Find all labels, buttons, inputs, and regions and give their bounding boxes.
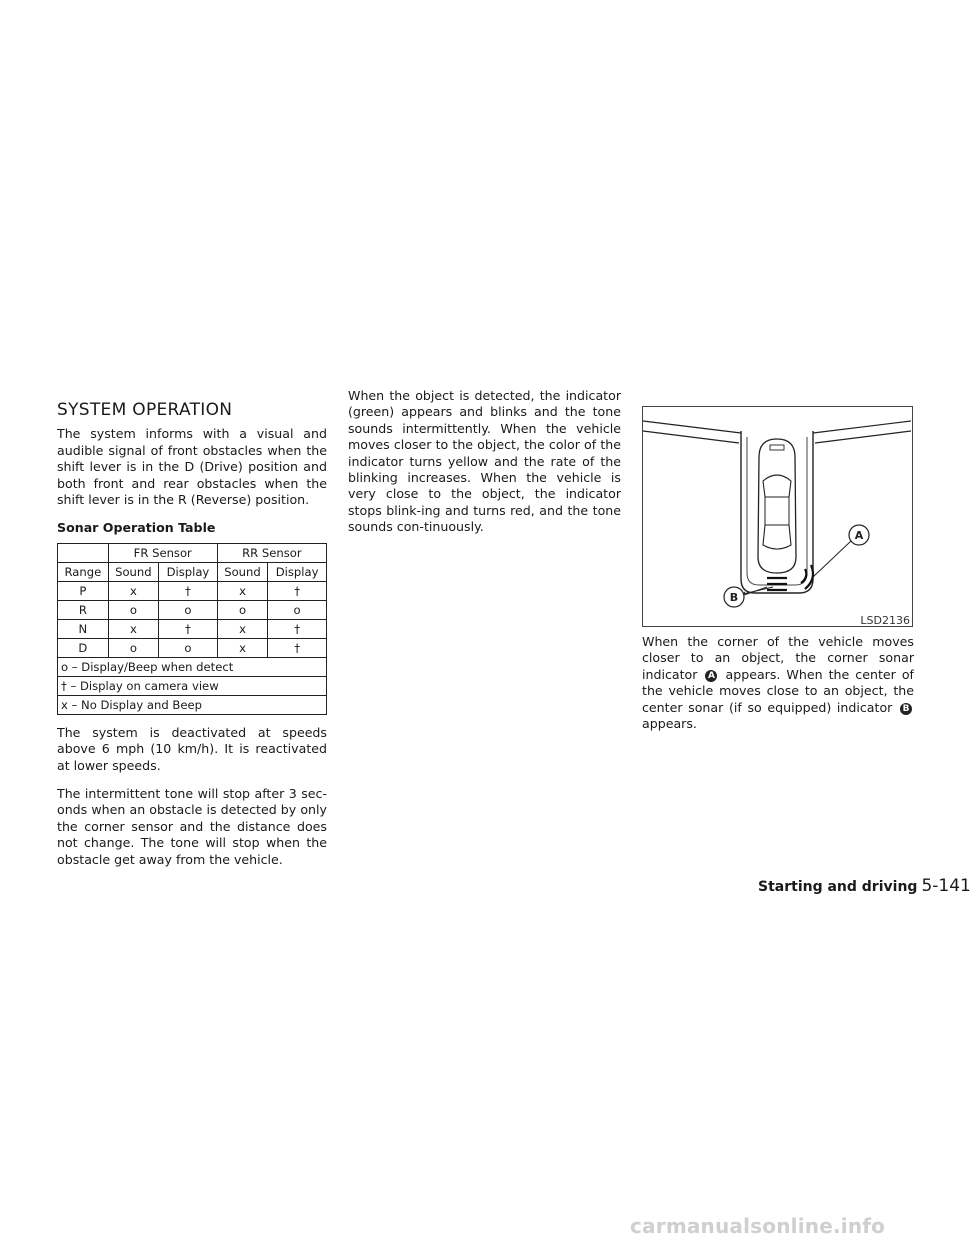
callout-b-label: B (729, 591, 739, 604)
left-column (57, 402, 327, 880)
table-cell: D (58, 638, 109, 657)
sonar-display-illustration (643, 407, 912, 626)
column-header: Sound (108, 562, 158, 581)
table-note: o – Display/Beep when detect (58, 657, 327, 676)
table-note-row (58, 657, 327, 676)
table-cell: o (159, 638, 218, 657)
table-cell: o (159, 600, 218, 619)
speed-paragraph: The system is deactivated at speeds above 6 mph (10 km/h). It is reactivated at lower speeds. (57, 724, 327, 773)
indicator-paragraph: When the object is detected, the indicator (green) appears and blinks and the tone sounds intermittently. When the vehicle moves closer to the object, the color of the indicator turns yellow and the rate of the blinking increases. When the vehicle is very close to the object, the indicator stops blink-ing and turns red, and the tone sounds con-tinuously. (348, 388, 621, 535)
table-cell: x (217, 581, 267, 600)
sonar-operation-table (57, 543, 327, 715)
fr-sensor-header: FR Sensor (108, 543, 217, 562)
table-cell: R (58, 600, 109, 619)
table-cell: o (268, 600, 327, 619)
marker-a-icon: A (705, 670, 717, 682)
table-cell: x (217, 638, 267, 657)
car-top-view-icon (758, 439, 796, 573)
marker-b-icon: B (900, 703, 912, 715)
right-column (642, 634, 914, 744)
table-row (58, 619, 327, 638)
column-header: Display (268, 562, 327, 581)
table-cell: † (268, 638, 327, 657)
sonar-figure (642, 406, 913, 627)
table-group-header-row (58, 543, 327, 562)
column-header: Sound (217, 562, 267, 581)
footer-section: Starting and driving (758, 879, 918, 895)
caption-text: appears. When the center of the vehicle moves close to an object, the center sonar (if so equipped) indicator (642, 666, 914, 715)
table-note: x – No Display and Beep (58, 695, 327, 714)
column-header: Range (58, 562, 109, 581)
table-cell: † (268, 581, 327, 600)
table-cell: o (108, 600, 158, 619)
section-heading: SYSTEM OPERATION (57, 400, 233, 420)
middle-column (348, 388, 621, 548)
table-column-header-row (58, 562, 327, 581)
callout-a-label: A (854, 529, 864, 542)
column-header: Display (159, 562, 218, 581)
table-cell: o (217, 600, 267, 619)
rr-sensor-header: RR Sensor (217, 543, 326, 562)
watermark: carmanualsonline.info (630, 1214, 886, 1238)
caption-text: When the corner of the vehicle moves closer to an object, the corner sonar indicator (642, 634, 914, 682)
table-row (58, 600, 327, 619)
tone-paragraph: The intermittent tone will stop after 3 sec-onds when an obstacle is detected by only the corner sensor and the distance does not change. The tone will stop when the obstacle get away from the vehicle. (57, 786, 327, 867)
table-note: † – Display on camera view (58, 676, 327, 695)
table-cell: x (108, 619, 158, 638)
intro-paragraph: The system informs with a visual and audible signal of front obstacles when the shift lever is in the D (Drive) position and both front and rear obstacles when the shift lever is in the R (Reverse) position. (57, 426, 327, 508)
table-note-row (58, 676, 327, 695)
page-number: 5-141 (921, 876, 971, 896)
table-cell: x (108, 581, 158, 600)
figure-code: LSD2136 (860, 614, 910, 627)
table-cell: o (108, 638, 158, 657)
table-cell: † (159, 619, 218, 638)
page-footer (758, 876, 971, 896)
caption-text: appears. (642, 716, 697, 732)
table-row (58, 581, 327, 600)
table-cell: N (58, 619, 109, 638)
table-cell: x (217, 619, 267, 638)
table-title: Sonar Operation Table (57, 520, 216, 536)
figure-caption (642, 634, 914, 732)
table-cell: P (58, 581, 109, 600)
table-cell: † (159, 581, 218, 600)
table-row (58, 638, 327, 657)
table-corner-cell (58, 543, 109, 562)
table-note-row (58, 695, 327, 714)
table-cell: † (268, 619, 327, 638)
